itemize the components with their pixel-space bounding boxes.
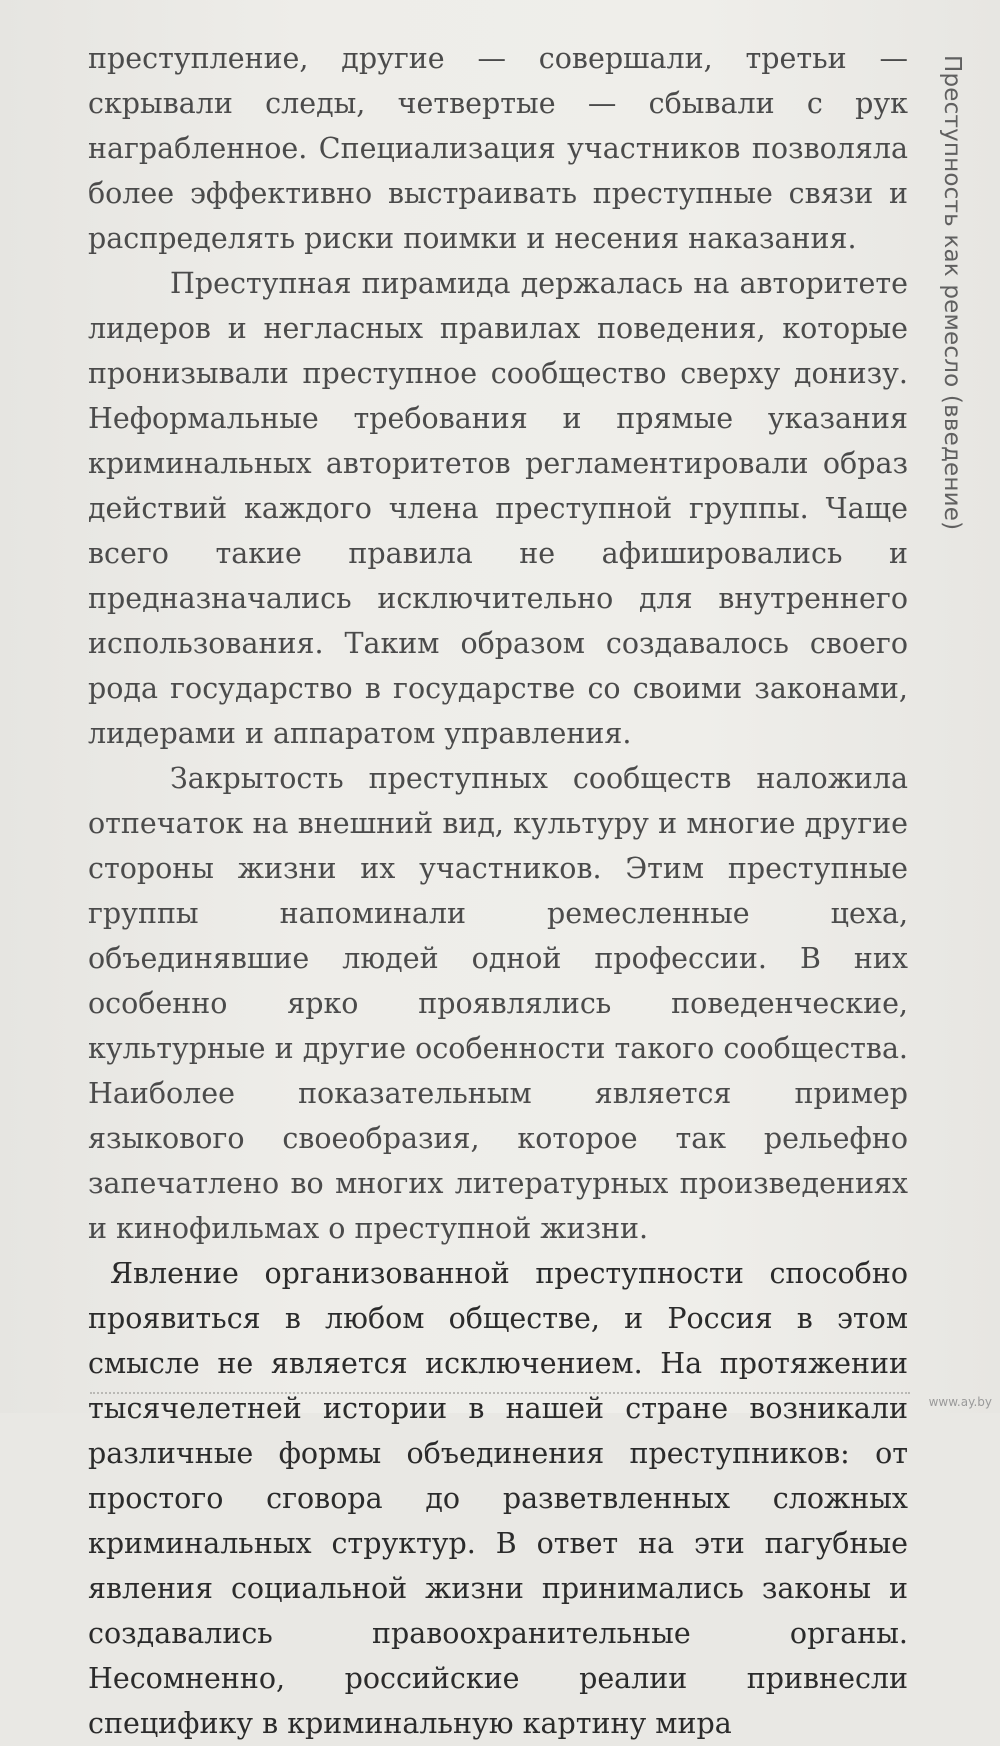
- bottom-rule: [90, 1392, 910, 1394]
- paragraph-1: преступление, другие — совершали, третьи — скрывали следы, четвертые — сбывали с рук награбленное. Специализация участников позволяла более эффективно выстраивать преступные связи и распределять риски поимки и несения наказания.: [88, 42, 908, 255]
- running-head: [928, 55, 976, 531]
- body-text: [88, 36, 908, 1746]
- paragraph-4: Явление организованной преступности способно проявиться в любом обществе, и Россия в этом смысле не является исключением. На протяжении тысячелетней истории в нашей стране возникали различные формы объединения преступников: от простого сговора до разветвленных сложных криминальных структур. В ответ на эти пагубные явления социальной жизни принимались законы и создавались правоохранительные органы. Несомненно, российские реалии привнесли специфику в криминальную картину мира: [88, 1257, 908, 1740]
- paragraph-2: Преступная пирамида держалась на авторитете лидеров и негласных правилах поведения, которые пронизывали преступное сообщество сверху донизу. Неформальные требования и прямые указания криминальных авторитетов регламентировали образ действий каждого члена преступной группы. Чаще всего такие правила не афишировались и предназначались исключительно для внутреннего использования. Таким образом создавалось своего рода государство в государстве со своими законами, лидерами и аппаратом управления.: [88, 267, 908, 750]
- paragraph-3: Закрытость преступных сообществ наложила отпечаток на внешний вид, культуру и многие другие стороны жизни их участников. Этим преступные группы напоминали ремесленные цеха, объединявшие людей одной профессии. В них особенно ярко проявлялись поведенческие, культурные и другие особенности такого сообщества. Наиболее показательным является пример языкового своеобразия, которое так рельефно запечатлено во многих литературных произведениях и кинофильмах о преступной жизни.: [88, 762, 908, 1245]
- running-head-text: Преступность как ремесло (введение): [939, 55, 965, 531]
- watermark: www.ay.by: [928, 1395, 992, 1409]
